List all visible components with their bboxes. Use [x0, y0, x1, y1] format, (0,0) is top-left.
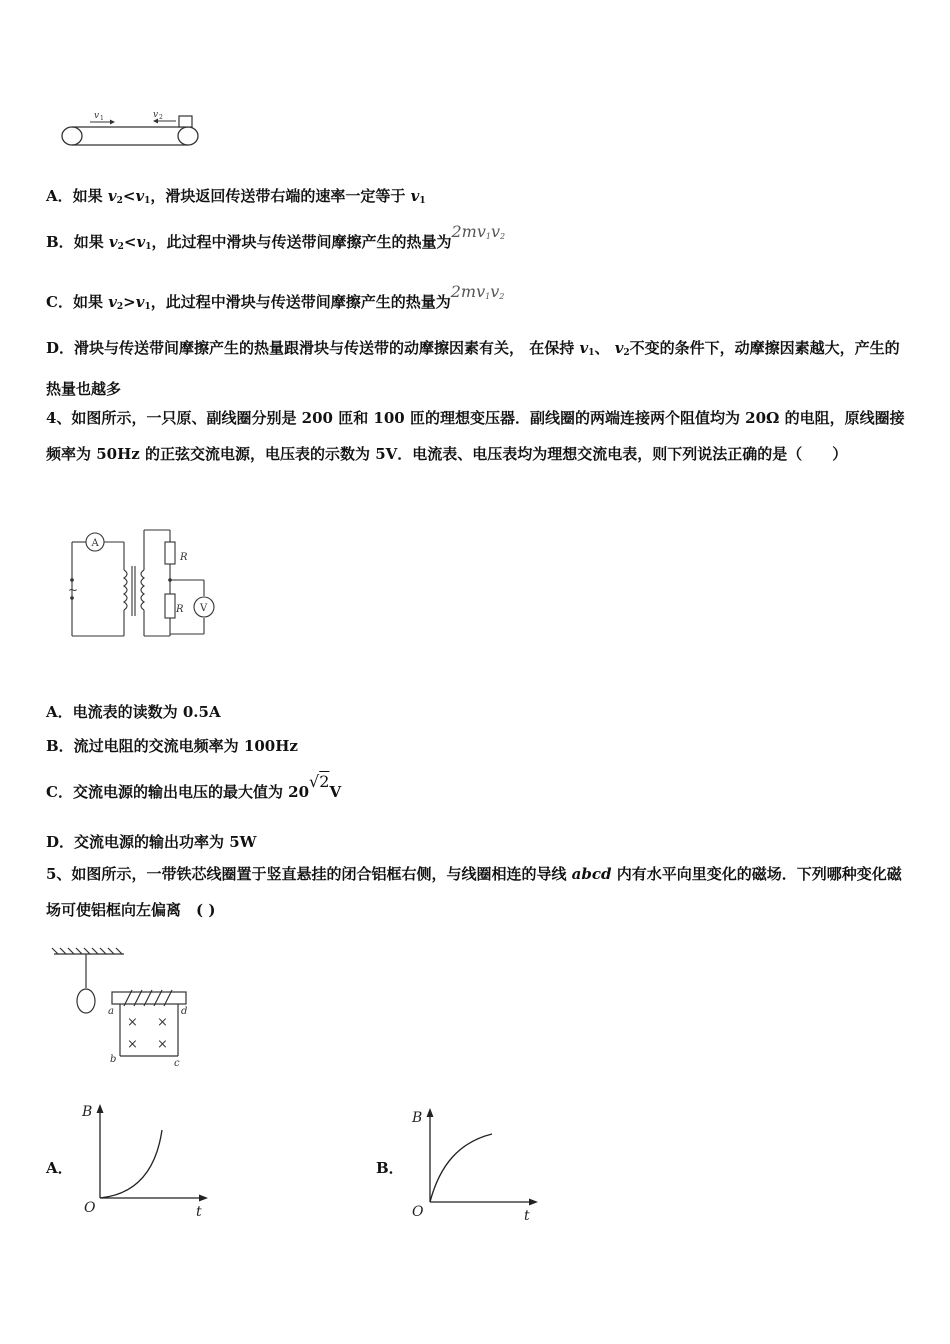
- v1-sub: 1: [100, 115, 104, 122]
- field-cross: ×: [127, 1037, 138, 1052]
- unit: V: [329, 783, 342, 801]
- text: ，滑块返回传送带右端的速率一定等于: [150, 187, 411, 205]
- expr: 2mv: [450, 282, 486, 301]
- sub: 1: [144, 302, 151, 312]
- sub: 2: [116, 196, 123, 206]
- sub: 1: [588, 348, 595, 358]
- q5-option-a-letter[interactable]: A．: [46, 1159, 73, 1177]
- text: <: [123, 233, 137, 251]
- option-letter: C．: [46, 293, 73, 311]
- sub: 2: [116, 302, 124, 312]
- text: 内有水平向里变化的磁场．下列哪种变化磁场可使铝框向左偏离 ( ): [46, 865, 902, 919]
- q4-stem: 4、如图所示，一只原、副线圈分别是 200 匝和 100 匝的理想变压器．副线圈的两端连接两个阻值均为 20Ω 的电阻，原线圈接频率为 50Hz 的正弦交流电源，电压表的示数为 5V．电流表、电压表均为理想交流电表，则下列说法正确的是（ ）: [46, 409, 905, 463]
- x-axis-label: t: [196, 1204, 202, 1218]
- v1-label: v: [94, 111, 100, 121]
- v2-sub: 2: [159, 114, 163, 121]
- field-cross: ×: [157, 1037, 168, 1052]
- x-axis-label: t: [524, 1208, 530, 1222]
- var: abcd: [571, 865, 612, 883]
- transformer-circuit-figure: [66, 526, 218, 640]
- sub: 1: [419, 196, 426, 206]
- text: <: [122, 187, 136, 205]
- text: 、: [594, 339, 615, 357]
- text: 如果: [72, 293, 109, 311]
- q4-option-d[interactable]: D．交流电源的输出功率为 5W: [46, 833, 257, 851]
- q3-option-c[interactable]: [46, 282, 505, 317]
- var: v: [614, 339, 624, 357]
- option-letter: D．: [46, 339, 75, 357]
- q3-option-b[interactable]: [46, 222, 506, 257]
- sub: 1: [145, 242, 152, 252]
- text: 如果: [72, 187, 108, 205]
- text: 5、如图所示，一带铁芯线圈置于竖直悬挂的闭合铝框右侧，与线圈相连的导线: [46, 865, 572, 883]
- option-letter: B．: [46, 233, 74, 251]
- conveyor-belt-figure: [58, 106, 203, 150]
- option-letter: A．: [46, 187, 73, 205]
- v2-label: v: [153, 110, 159, 120]
- sub: 1: [485, 232, 491, 241]
- q3-option-d[interactable]: [46, 330, 906, 407]
- resistor-top-label: R: [180, 552, 188, 563]
- expr: v: [490, 222, 501, 241]
- text: ，此过程中滑块与传送带间摩擦产生的热量为: [150, 293, 451, 311]
- ac-source-symbol: ~: [68, 583, 79, 597]
- label-a: a: [108, 1006, 114, 1017]
- expr: 2mv: [451, 222, 486, 241]
- text: >: [123, 293, 136, 311]
- text: 滑块与传送带间摩擦产生的热量跟滑块与传送带的动摩擦因素有关， 在保持: [74, 339, 580, 357]
- text: ，此过程中滑块与传送带间摩擦产生的热量为: [151, 233, 452, 251]
- sub: 2: [499, 292, 505, 301]
- q5-stem: [46, 856, 906, 928]
- var: v: [135, 187, 145, 205]
- var: v: [136, 233, 146, 251]
- q4-option-c[interactable]: [46, 772, 342, 802]
- var: v: [135, 293, 145, 311]
- label-c: c: [174, 1058, 180, 1069]
- coil-frame-figure: [50, 944, 195, 1070]
- q5-graph-a: [80, 1100, 210, 1218]
- text: 不变的条件下，动摩擦因素越大，产生的热量也越多: [46, 339, 900, 398]
- expr: v: [490, 282, 500, 301]
- sub: 2: [623, 348, 630, 358]
- q4-option-b[interactable]: B．流过电阻的交流电频率为 100Hz: [46, 737, 298, 755]
- var: v: [107, 187, 117, 205]
- sub: 1: [144, 196, 151, 206]
- sub: 2: [500, 232, 506, 241]
- field-cross: ×: [127, 1015, 138, 1030]
- origin-label: O: [84, 1200, 96, 1216]
- ammeter-label: A: [91, 538, 99, 549]
- var: v: [108, 233, 118, 251]
- resistor-bottom-label: R: [176, 604, 184, 615]
- voltmeter-label: V: [200, 603, 208, 614]
- y-axis-label: B: [82, 1104, 93, 1120]
- var: v: [108, 293, 117, 311]
- var: v: [579, 339, 589, 357]
- text: C．交流电源的输出电压的最大值为 20: [46, 783, 310, 801]
- label-d: d: [181, 1006, 188, 1017]
- q5-option-b-letter[interactable]: B．: [376, 1159, 404, 1177]
- q5-graph-b: [410, 1104, 540, 1222]
- sqrt-expression: √2: [309, 772, 330, 791]
- origin-label: O: [412, 1204, 424, 1220]
- q3-option-a[interactable]: [46, 186, 426, 211]
- sub: 2: [117, 242, 124, 252]
- text: 如果: [73, 233, 109, 251]
- var: v: [410, 187, 420, 205]
- q4-option-a[interactable]: A．电流表的读数为 0.5A: [46, 703, 221, 721]
- sub: 1: [485, 292, 491, 301]
- heat-expression: [451, 282, 505, 301]
- field-cross: ×: [157, 1015, 168, 1030]
- radicand: 2: [319, 772, 330, 791]
- y-axis-label: B: [412, 1110, 423, 1126]
- label-b: b: [110, 1054, 117, 1065]
- heat-expression: [451, 222, 505, 241]
